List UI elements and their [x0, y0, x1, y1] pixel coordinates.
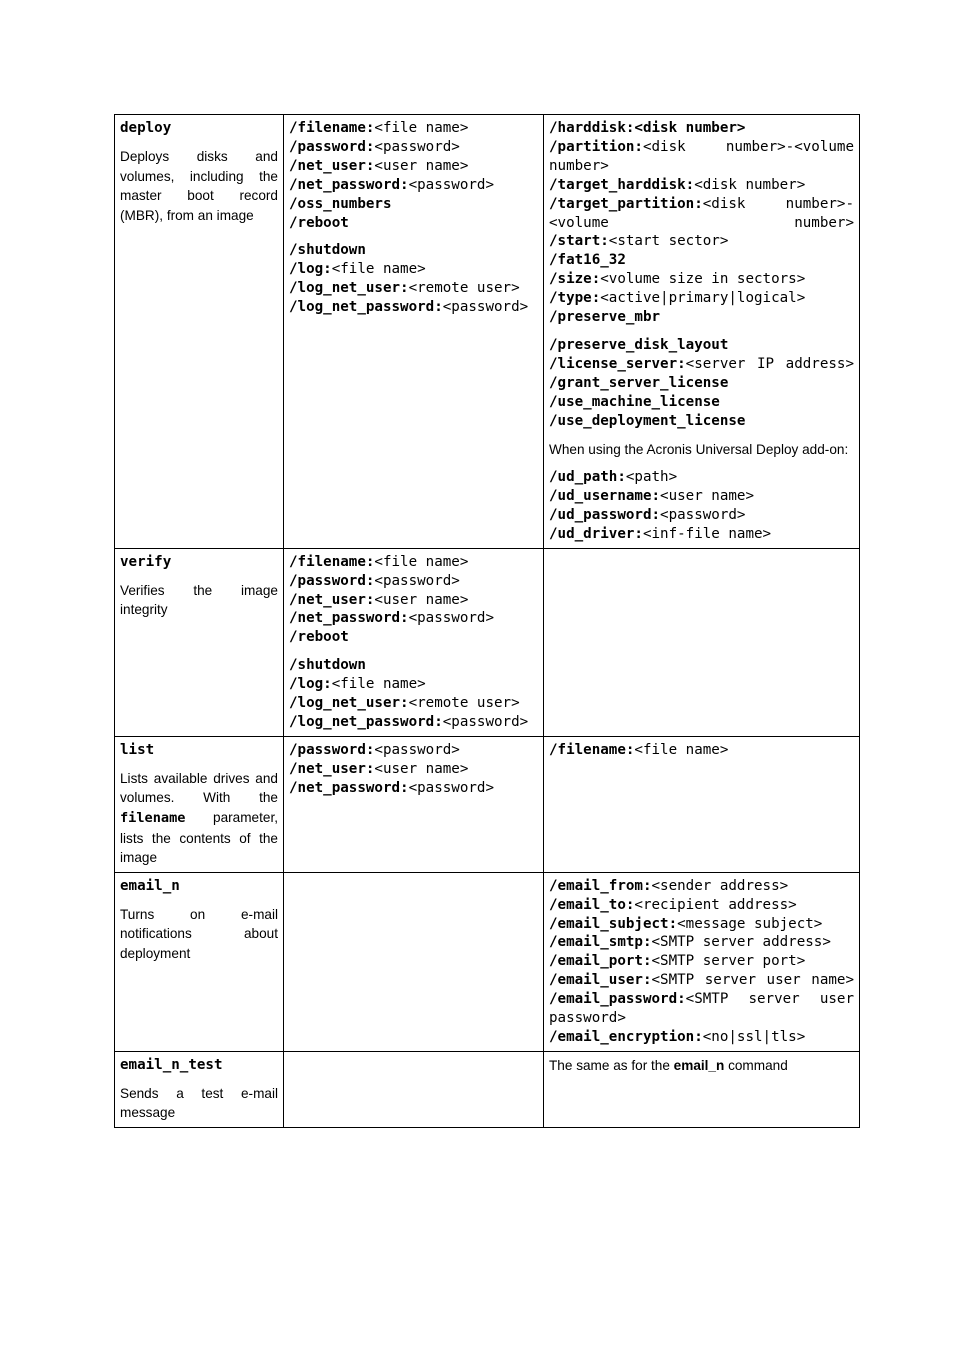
command-description: Verifies the image integrity — [120, 582, 278, 618]
option-group — [549, 741, 854, 760]
option-line: /target_partition:<disk number>-<volume number> — [549, 195, 854, 231]
param-line: /reboot — [289, 214, 349, 231]
table-row — [115, 1051, 860, 1127]
option-group — [549, 119, 863, 327]
command-description: Deploys disks and volumes, including the master boot record (MBR), from an image — [120, 148, 278, 223]
param-line: /shutdown — [289, 657, 366, 674]
option-line: /type:<active|primary|logical> — [549, 290, 806, 307]
option-line: /email_user:<SMTP server user name> — [549, 972, 854, 989]
option-line: /email_to:<recipient address> — [549, 896, 797, 913]
parameters-cell — [284, 548, 544, 736]
option-line: /preserve_mbr — [549, 309, 661, 326]
option-line: /use_machine_license — [549, 393, 720, 410]
options-cell — [544, 736, 860, 872]
option-group — [549, 468, 854, 544]
command-table — [114, 114, 863, 1128]
option-group — [549, 336, 854, 431]
param-line: /log_net_password:<password> — [289, 713, 529, 730]
option-line: /grant_server_license — [549, 374, 729, 391]
param-line: /filename:<file name> — [289, 120, 469, 136]
param-group — [289, 656, 538, 732]
options-cell — [544, 872, 863, 1051]
option-line: /ud_password:<password> — [549, 506, 746, 523]
command-cell — [115, 736, 284, 872]
option-line: /email_password:<SMTP server user password> — [549, 991, 863, 1027]
option-group — [549, 877, 863, 1047]
param-line: /log_net_user:<remote user> — [289, 695, 520, 712]
param-group — [289, 119, 538, 232]
command-name: email_n — [120, 877, 180, 894]
option-line: /license_server:<server IP address> — [549, 355, 854, 372]
param-line: /net_password:<password> — [289, 176, 495, 193]
options-cell — [544, 115, 863, 549]
param-group — [289, 241, 538, 317]
param-line: /shutdown — [289, 242, 366, 259]
param-line: /password:<password> — [289, 138, 460, 155]
option-line: /email_port:<SMTP server port> — [549, 953, 806, 970]
command-name: email_n_test — [120, 1056, 223, 1073]
param-line: /log:<file name> — [289, 676, 426, 693]
param-line: /oss_numbers — [289, 195, 392, 212]
command-cell — [115, 115, 284, 549]
options-cell — [544, 1051, 860, 1127]
param-line: /net_user:<user name> — [289, 760, 469, 777]
option-line: /email_subject:<message subject> — [549, 915, 823, 932]
table-row — [115, 736, 860, 872]
command-name: deploy — [120, 120, 172, 136]
option-line: /email_encryption:<no|ssl|tls> — [549, 1029, 806, 1045]
table-row — [115, 115, 860, 549]
param-line: /net_password:<password> — [289, 779, 495, 796]
param-line: /reboot — [289, 629, 349, 646]
command-description: Lists available drives and volumes. With the filename parameter, lists the contents of the image — [120, 770, 278, 866]
param-line: /net_user:<user name> — [289, 591, 469, 608]
option-line: /preserve_disk_layout — [549, 336, 729, 353]
param-line: /log:<file name> — [289, 261, 426, 278]
option-note: The same as for the email_n command — [549, 1057, 788, 1073]
param-line: /log_net_user:<remote user> — [289, 280, 520, 297]
param-line: /password:<password> — [289, 741, 460, 758]
param-line: /log_net_password:<password> — [289, 299, 529, 316]
option-line: /size:<volume size in sectors> — [549, 271, 806, 288]
command-cell — [115, 548, 284, 736]
table-row — [115, 548, 860, 736]
option-line: /ud_path:<path> — [549, 469, 678, 486]
option-line: /email_from:<sender address> — [549, 877, 789, 894]
param-line: /password:<password> — [289, 572, 460, 589]
option-note: When using the Acronis Universal Deploy add-on: — [549, 441, 849, 457]
param-group — [289, 553, 538, 648]
option-line: /partition:<disk number>-<volume number> — [549, 138, 863, 174]
param-line: /net_user:<user name> — [289, 157, 469, 174]
parameters-cell — [284, 872, 544, 1051]
option-line: /ud_driver:<inf-file name> — [549, 525, 772, 542]
command-cell — [115, 872, 284, 1051]
parameters-cell — [284, 1051, 544, 1127]
command-description: Turns on e-mail notifications about deployment — [120, 906, 278, 961]
param-line: /net_password:<password> — [289, 610, 495, 627]
parameters-cell — [284, 115, 544, 549]
param-line: /filename:<file name> — [289, 553, 469, 570]
option-line: /harddisk:<disk number> — [549, 120, 746, 136]
table-row — [115, 872, 860, 1051]
option-line: /filename:<file name> — [549, 741, 729, 758]
option-line: /use_deployment_license — [549, 412, 746, 429]
option-line: /target_harddisk:<disk number> — [549, 176, 806, 193]
option-line: /fat16_32 — [549, 252, 626, 269]
option-line: /ud_username:<user name> — [549, 488, 755, 504]
param-group — [289, 741, 538, 798]
options-cell — [544, 548, 860, 736]
command-name: list — [120, 741, 155, 758]
command-name: verify — [120, 553, 172, 570]
option-line: /email_smtp:<SMTP server address> — [549, 934, 831, 951]
option-line: /start:<start sector> — [549, 233, 729, 250]
command-description: Sends a test e-mail message — [120, 1085, 278, 1121]
command-cell — [115, 1051, 284, 1127]
parameters-cell — [284, 736, 544, 872]
